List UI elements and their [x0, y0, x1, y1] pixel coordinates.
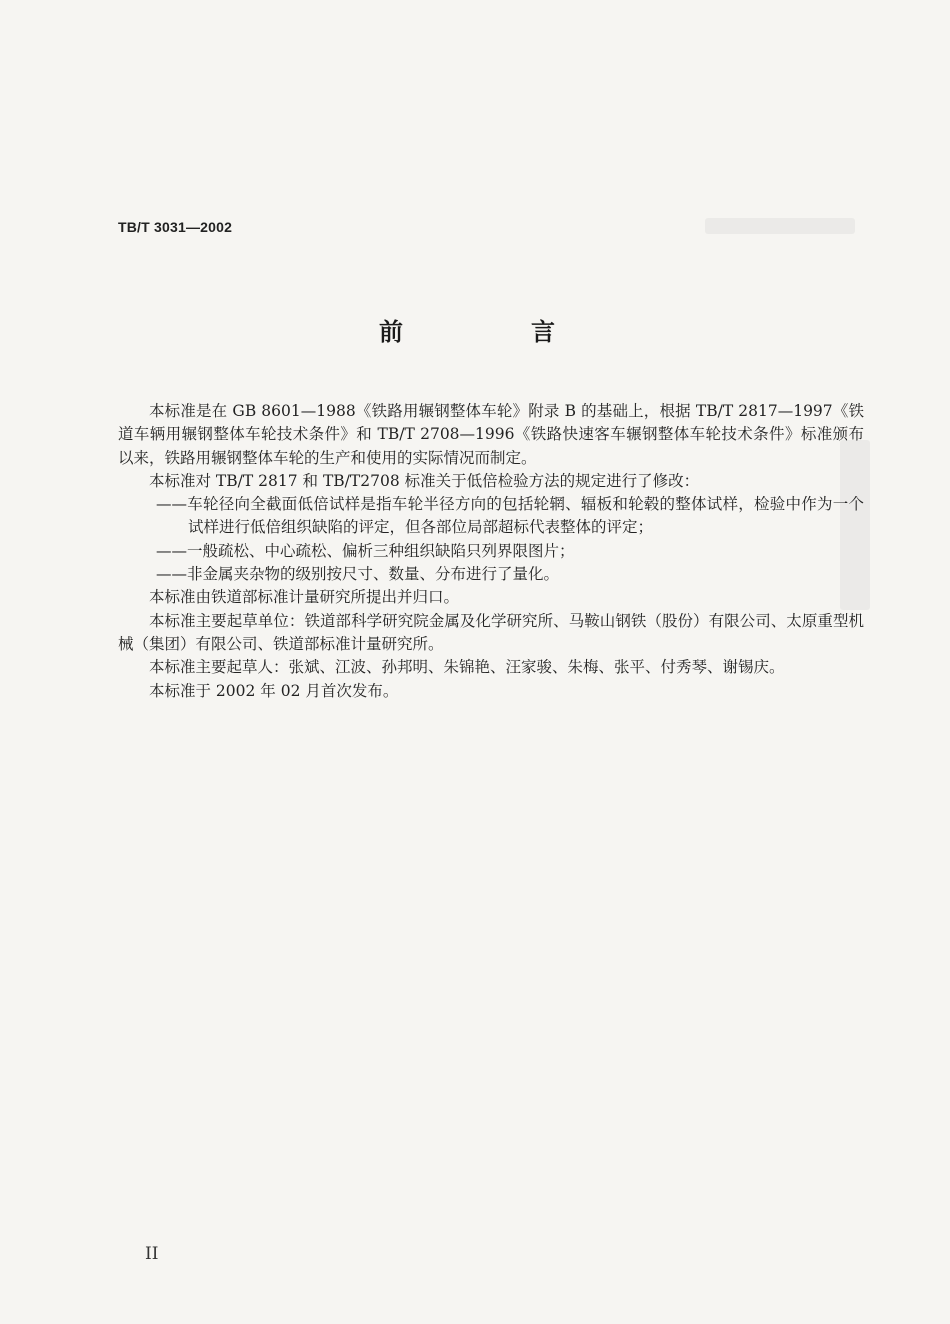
- paragraph-drafting-units: 本标准主要起草单位：铁道部科学研究院金属及化学研究所、马鞍山钢铁（股份）有限公司、太原重型机械（集团）有限公司、铁道部标准计量研究所。: [118, 611, 864, 653]
- list-item: ——一般疏松、中心疏松、偏析三种组织缺陷只列界限图片；: [156, 541, 575, 560]
- paragraph-release: 本标准于 2002 年 02 月首次发布。: [149, 681, 399, 700]
- paragraph-modifications: 本标准对 TB/T 2817 和 TB/T2708 标准关于低倍检验方法的规定进行了修改：: [149, 471, 700, 490]
- page-number: II: [145, 1244, 159, 1264]
- standard-code: TB/T 3031—2002: [118, 219, 233, 235]
- bleed-through-mark: [705, 218, 855, 234]
- paragraph-proposer: 本标准由铁道部标准计量研究所提出并归口。: [149, 588, 460, 607]
- paragraph-basis: 本标准是在 GB 8601—1988《铁路用辗钢整体车轮》附录 B 的基础上，根据 TB/T 2817—1997《铁道车辆用辗钢整体车轮技术条件》和 TB/T 2708—1996《铁路快速客车辗钢整体车轮技术条件》标准颁布以来，铁路用辗钢整体车轮的生产和使用的实际情况而制定。: [118, 402, 864, 467]
- list-item: ——非金属夹杂物的级别按尺寸、数量、分布进行了量化。: [156, 565, 560, 584]
- list-item: ——车轮径向全截面低倍试样是指车轮半径方向的包括轮辋、辐板和轮毂的整体试样，检验中作为一个试样进行低倍组织缺陷的评定，但各部位局部超标代表整体的评定；: [156, 495, 864, 537]
- page-title: 前 言: [379, 318, 607, 346]
- preface-body: [118, 400, 864, 703]
- paragraph-drafters: 本标准主要起草人：张斌、江波、孙邦明、朱锦艳、汪家骏、朱梅、张平、付秀琴、谢锡庆。: [149, 658, 785, 677]
